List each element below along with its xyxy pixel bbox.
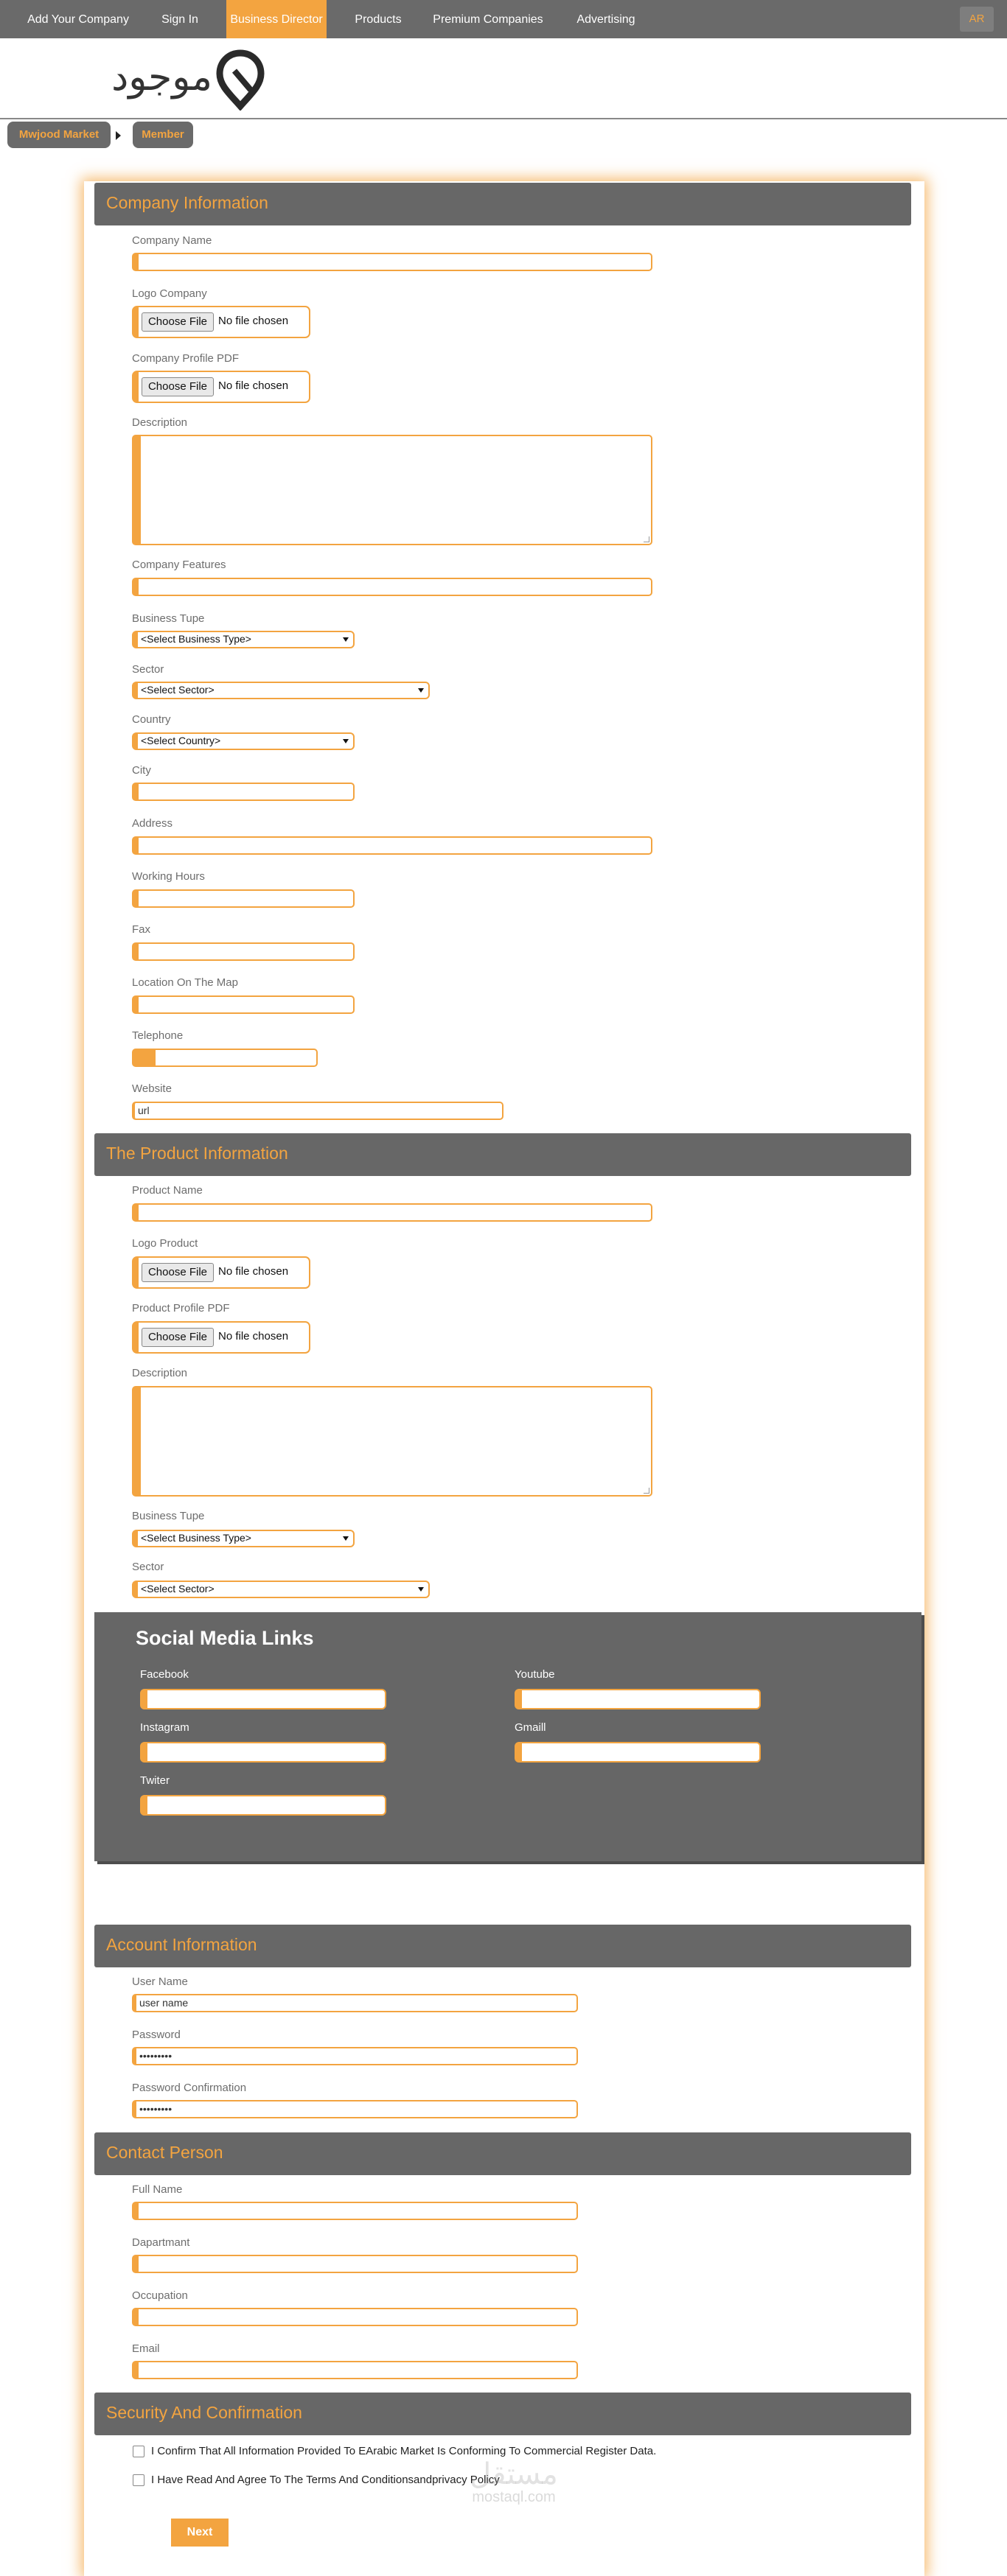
dropdown-arrow-icon — [418, 1587, 424, 1592]
choose-file-button[interactable]: Choose File — [142, 312, 214, 332]
password-confirmation-label: Password Confirmation — [132, 2082, 247, 2094]
working-hours-label: Working Hours — [132, 870, 205, 883]
password-confirmation-input[interactable]: ••••••••• — [132, 2100, 578, 2118]
city-label: City — [132, 764, 151, 777]
nav-products[interactable]: Products — [355, 13, 402, 26]
choose-file-button[interactable]: Choose File — [142, 377, 214, 396]
no-file-text: No file chosen — [218, 1330, 289, 1343]
business-type-select[interactable] — [132, 631, 355, 648]
sector-label: Sector — [132, 663, 164, 676]
twitter-input[interactable] — [140, 1795, 386, 1816]
choose-file-button[interactable]: Choose File — [142, 1328, 214, 1347]
mostaql-watermark — [459, 2458, 569, 2510]
company-name-input[interactable] — [132, 253, 652, 271]
telephone-input[interactable] — [132, 1049, 318, 1067]
occupation-input[interactable] — [132, 2308, 578, 2326]
address-input[interactable] — [132, 836, 652, 855]
chevron-right-icon — [116, 131, 121, 140]
breadcrumb-mwjood-market[interactable]: Mwjood Market — [7, 122, 111, 148]
company-pdf-label: Company Profile PDF — [132, 352, 240, 365]
product-pdf-file-input[interactable] — [132, 1321, 310, 1354]
watermark-latin: mostaql.com — [472, 2489, 556, 2505]
company-description-textarea[interactable] — [132, 435, 652, 545]
selected-value: <Select Sector> — [141, 684, 215, 696]
username-input[interactable]: user name — [132, 1994, 578, 2012]
site-logo[interactable] — [94, 49, 271, 112]
occupation-label: Occupation — [132, 2289, 188, 2302]
social-media-title: Social Media Links — [136, 1627, 314, 1649]
product-pdf-label: Product Profile PDF — [132, 1302, 230, 1315]
sector-select[interactable] — [132, 682, 430, 699]
dropdown-arrow-icon — [343, 739, 349, 743]
instagram-input[interactable] — [140, 1742, 386, 1763]
logo-product-file-input[interactable] — [132, 1256, 310, 1289]
nav-premium-companies[interactable]: Premium Companies — [433, 13, 543, 26]
business-type-label: Business Tupe — [132, 612, 205, 625]
product-business-type-select[interactable] — [132, 1530, 355, 1547]
company-description-label: Description — [132, 416, 188, 429]
dropdown-arrow-icon — [343, 1536, 349, 1541]
full-name-input[interactable] — [132, 2202, 578, 2220]
nav-advertising[interactable]: Advertising — [576, 13, 635, 26]
country-label: Country — [132, 713, 171, 726]
gmail-label: Gmaill — [515, 1721, 546, 1734]
social-media-panel — [94, 1612, 921, 1861]
facebook-input[interactable] — [140, 1689, 386, 1709]
product-name-input[interactable] — [132, 1203, 652, 1222]
password-input[interactable]: ••••••••• — [132, 2047, 578, 2065]
instagram-label: Instagram — [140, 1721, 189, 1734]
youtube-input[interactable] — [515, 1689, 761, 1709]
product-name-label: Product Name — [132, 1184, 203, 1197]
full-name-label: Full Name — [132, 2183, 183, 2196]
website-label: Website — [132, 1082, 172, 1095]
section-title: Account Information — [106, 1935, 257, 1954]
company-name-label: Company Name — [132, 234, 212, 247]
section-title: Company Information — [106, 193, 268, 212]
department-input[interactable] — [132, 2255, 578, 2273]
telephone-label: Telephone — [132, 1029, 184, 1042]
resize-grip-icon[interactable] — [644, 536, 649, 542]
working-hours-input[interactable] — [132, 889, 355, 908]
company-features-input[interactable] — [132, 578, 652, 596]
section-contact-person — [94, 2132, 911, 2175]
address-label: Address — [132, 817, 173, 830]
map-location-label: Location On The Map — [132, 976, 238, 989]
product-sector-label: Sector — [132, 1561, 164, 1573]
logo-product-label: Logo Product — [132, 1237, 198, 1250]
next-button[interactable]: Next — [171, 2519, 229, 2547]
brand-wordmark: موجود — [111, 55, 212, 99]
nav-business-director[interactable]: Business Director — [226, 0, 327, 38]
map-location-input[interactable] — [132, 995, 355, 1014]
section-title: The Product Information — [106, 1144, 288, 1163]
section-product-information — [94, 1133, 911, 1176]
selected-value: <Select Sector> — [141, 1583, 215, 1595]
no-file-text: No file chosen — [218, 1265, 289, 1278]
resize-grip-icon[interactable] — [644, 1488, 649, 1494]
language-toggle[interactable]: AR — [960, 7, 994, 32]
dropdown-arrow-icon — [418, 688, 424, 693]
logo-company-label: Logo Company — [132, 287, 207, 300]
email-label: Email — [132, 2342, 160, 2355]
youtube-label: Youtube — [515, 1668, 555, 1681]
section-title: Contact Person — [106, 2143, 223, 2162]
section-company-information — [94, 183, 911, 225]
company-features-label: Company Features — [132, 559, 226, 571]
company-pdf-file-input[interactable] — [132, 371, 310, 403]
section-security-confirmation — [94, 2393, 911, 2435]
city-input[interactable] — [132, 783, 355, 801]
confirm-info-label: I Confirm That All Information Provided To EArabic Market Is Conforming To Commercial Register Data. — [151, 2445, 657, 2457]
product-description-textarea[interactable] — [132, 1386, 652, 1497]
nav-sign-in[interactable]: Sign In — [161, 13, 198, 26]
fax-label: Fax — [132, 923, 151, 936]
product-sector-select[interactable] — [132, 1581, 430, 1598]
website-input[interactable]: url — [132, 1102, 503, 1120]
breadcrumb-member[interactable]: Member — [133, 122, 193, 148]
twitter-label: Twiter — [140, 1774, 170, 1787]
confirm-info-checkbox[interactable] — [133, 2446, 144, 2457]
department-label: Dapartmant — [132, 2236, 190, 2249]
facebook-label: Facebook — [140, 1668, 189, 1681]
terms-checkbox[interactable] — [133, 2474, 144, 2486]
top-navigation — [0, 0, 1007, 38]
email-input[interactable] — [132, 2361, 578, 2379]
section-account-information — [94, 1925, 911, 1967]
product-description-label: Description — [132, 1367, 188, 1379]
dropdown-arrow-icon — [343, 637, 349, 642]
username-label: User Name — [132, 1975, 188, 1988]
product-business-type-label: Business Tupe — [132, 1510, 205, 1522]
password-label: Password — [132, 2029, 181, 2041]
watermark-arabic: مستقل — [470, 2457, 558, 2491]
fax-input[interactable] — [132, 942, 355, 961]
choose-file-button[interactable]: Choose File — [142, 1263, 214, 1282]
terms-label: I Have Read And Agree To The Terms And Conditionsandprivacy Policy — [151, 2474, 500, 2486]
no-file-text: No file chosen — [218, 315, 289, 327]
selected-value: <Select Country> — [141, 735, 221, 746]
location-pin-icon — [214, 49, 267, 111]
gmail-input[interactable] — [515, 1742, 761, 1763]
no-file-text: No file chosen — [218, 379, 289, 392]
logo-company-file-input[interactable] — [132, 306, 310, 338]
selected-value: <Select Business Type> — [141, 633, 251, 645]
nav-add-company[interactable]: Add Your Company — [27, 13, 129, 26]
selected-value: <Select Business Type> — [141, 1532, 251, 1544]
section-title: Security And Confirmation — [106, 2403, 302, 2422]
country-select[interactable] — [132, 732, 355, 750]
header-divider — [0, 118, 1007, 119]
